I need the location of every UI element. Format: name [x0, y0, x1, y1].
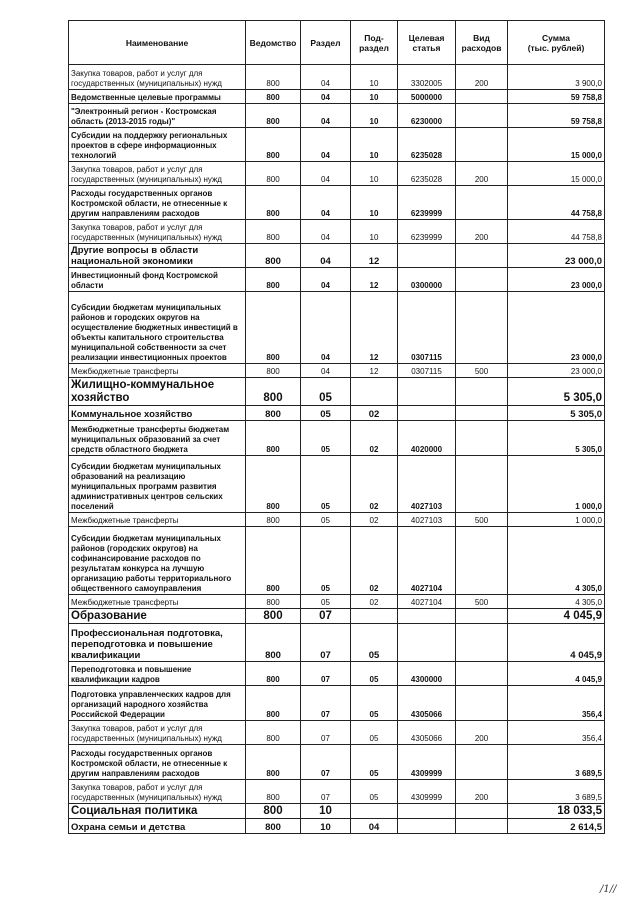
cell-type [456, 662, 508, 686]
cell-sum: 5 305,0 [508, 406, 605, 421]
table-row [69, 527, 605, 595]
cell-name: Закупка товаров, работ и услуг для государственных (муниципальных) нужд [69, 162, 246, 186]
cell-subsection: 02 [351, 513, 398, 527]
cell-sum: 15 000,0 [508, 128, 605, 162]
cell-name: Субсидии бюджетам муниципальных районов и городских округов на осуществление бюджетных инвестиций в объекты капитального строительства муниципальной собственности за счет реализации инвестиционных проектов [69, 292, 246, 364]
cell-name: Межбюджетные трансферты бюджетам муниципальных образований за счет средств областного бюджета [69, 421, 246, 456]
cell-section: 05 [301, 513, 351, 527]
table-row [69, 90, 605, 104]
cell-dept: 800 [246, 804, 301, 819]
cell-section: 04 [301, 104, 351, 128]
cell-dept: 800 [246, 104, 301, 128]
cell-sum: 4 045,9 [508, 624, 605, 662]
cell-sum: 4 305,0 [508, 595, 605, 609]
cell-section: 05 [301, 421, 351, 456]
cell-sum: 23 000,0 [508, 268, 605, 292]
cell-subsection: 10 [351, 186, 398, 220]
cell-type: 200 [456, 65, 508, 90]
cell-type: 200 [456, 162, 508, 186]
cell-name: Субсидии бюджетам муниципальных образований на реализацию муниципальных программ развития административных центров сельских поселений [69, 456, 246, 513]
cell-section: 04 [301, 128, 351, 162]
cell-sum: 18 033,5 [508, 804, 605, 819]
cell-target: 6235028 [398, 128, 456, 162]
cell-subsection: 02 [351, 527, 398, 595]
table-row [69, 819, 605, 834]
cell-subsection: 04 [351, 819, 398, 834]
cell-name: Переподготовка и повышение квалификации кадров [69, 662, 246, 686]
cell-section: 04 [301, 220, 351, 244]
cell-section: 05 [301, 406, 351, 421]
table-row [69, 162, 605, 186]
cell-section: 04 [301, 186, 351, 220]
cell-subsection [351, 804, 398, 819]
cell-sum: 23 000,0 [508, 364, 605, 378]
cell-type [456, 90, 508, 104]
cell-name: Жилищно-коммунальное хозяйство [69, 378, 246, 406]
table-row [69, 624, 605, 662]
cell-dept: 800 [246, 456, 301, 513]
cell-section: 05 [301, 378, 351, 406]
cell-name: Подготовка управленческих кадров для организаций народного хозяйства Российской Федерации [69, 686, 246, 721]
cell-dept: 800 [246, 406, 301, 421]
cell-target: 4309999 [398, 745, 456, 780]
cell-name: Социальная политика [69, 804, 246, 819]
header-dept: Ведомство [246, 21, 301, 65]
cell-target: 4305066 [398, 686, 456, 721]
table-row [69, 406, 605, 421]
table-row [69, 65, 605, 90]
cell-subsection: 10 [351, 162, 398, 186]
table-header-row [69, 21, 605, 65]
cell-section: 05 [301, 456, 351, 513]
cell-type [456, 609, 508, 624]
cell-section: 04 [301, 90, 351, 104]
cell-section: 07 [301, 780, 351, 804]
cell-subsection: 10 [351, 220, 398, 244]
cell-type [456, 104, 508, 128]
cell-sum: 23 000,0 [508, 244, 605, 268]
cell-subsection: 05 [351, 662, 398, 686]
cell-type: 500 [456, 513, 508, 527]
cell-sum: 15 000,0 [508, 162, 605, 186]
cell-section: 10 [301, 804, 351, 819]
cell-dept: 800 [246, 162, 301, 186]
cell-sum: 4 305,0 [508, 527, 605, 595]
cell-subsection: 10 [351, 128, 398, 162]
cell-name: Закупка товаров, работ и услуг для государственных (муниципальных) нужд [69, 65, 246, 90]
cell-name: Ведомственные целевые программы [69, 90, 246, 104]
cell-dept: 800 [246, 819, 301, 834]
cell-target: 0307115 [398, 364, 456, 378]
table-row [69, 378, 605, 406]
cell-subsection: 10 [351, 65, 398, 90]
cell-name: Закупка товаров, работ и услуг для государственных (муниципальных) нужд [69, 721, 246, 745]
header-section: Раздел [301, 21, 351, 65]
cell-subsection: 12 [351, 292, 398, 364]
cell-type [456, 292, 508, 364]
cell-target: 4020000 [398, 421, 456, 456]
cell-type [456, 527, 508, 595]
cell-section: 05 [301, 527, 351, 595]
cell-sum: 59 758,8 [508, 90, 605, 104]
table-row [69, 220, 605, 244]
cell-target: 4309999 [398, 780, 456, 804]
cell-name: Субсидии на поддержку региональных проектов в сфере информационных технологий [69, 128, 246, 162]
cell-sum: 3 689,5 [508, 780, 605, 804]
cell-name: Расходы государственных органов Костромской области, не отнесенные к другим направлениям расходов [69, 186, 246, 220]
cell-section: 04 [301, 292, 351, 364]
cell-section: 07 [301, 624, 351, 662]
table-row [69, 686, 605, 721]
cell-type [456, 421, 508, 456]
cell-sum: 356,4 [508, 721, 605, 745]
cell-target: 6239999 [398, 186, 456, 220]
cell-dept: 800 [246, 378, 301, 406]
cell-dept: 800 [246, 686, 301, 721]
cell-dept: 800 [246, 721, 301, 745]
table-row [69, 662, 605, 686]
cell-sum: 4 045,9 [508, 609, 605, 624]
cell-target: 4305066 [398, 721, 456, 745]
table-row [69, 609, 605, 624]
cell-type [456, 268, 508, 292]
cell-sum: 5 305,0 [508, 378, 605, 406]
cell-subsection [351, 378, 398, 406]
cell-subsection: 05 [351, 745, 398, 780]
cell-target [398, 624, 456, 662]
cell-dept: 800 [246, 128, 301, 162]
cell-dept: 800 [246, 186, 301, 220]
cell-type [456, 186, 508, 220]
cell-type: 200 [456, 220, 508, 244]
cell-type [456, 804, 508, 819]
cell-name: Межбюджетные трансферты [69, 595, 246, 609]
cell-name: Межбюджетные трансферты [69, 364, 246, 378]
cell-dept: 800 [246, 220, 301, 244]
cell-sum: 44 758,8 [508, 186, 605, 220]
header-subsection: Под- раздел [351, 21, 398, 65]
cell-name: Другие вопросы в области национальной экономики [69, 244, 246, 268]
table-row [69, 721, 605, 745]
cell-section: 07 [301, 662, 351, 686]
cell-dept: 800 [246, 421, 301, 456]
cell-subsection: 05 [351, 780, 398, 804]
cell-target: 6239999 [398, 220, 456, 244]
cell-type: 200 [456, 780, 508, 804]
cell-dept: 800 [246, 268, 301, 292]
table-row [69, 595, 605, 609]
cell-subsection: 12 [351, 268, 398, 292]
cell-target [398, 819, 456, 834]
budget-table [68, 20, 605, 834]
cell-section: 04 [301, 268, 351, 292]
cell-target: 6230000 [398, 104, 456, 128]
cell-dept: 800 [246, 513, 301, 527]
cell-sum: 356,4 [508, 686, 605, 721]
cell-sum: 4 045,9 [508, 662, 605, 686]
cell-subsection: 02 [351, 595, 398, 609]
cell-dept: 800 [246, 662, 301, 686]
cell-subsection [351, 609, 398, 624]
table-row [69, 780, 605, 804]
table-row [69, 186, 605, 220]
cell-subsection: 02 [351, 406, 398, 421]
cell-target: 4027104 [398, 527, 456, 595]
header-name: Наименование [69, 21, 246, 65]
cell-name: Образование [69, 609, 246, 624]
cell-name: Инвестиционный фонд Костромской области [69, 268, 246, 292]
cell-subsection: 10 [351, 104, 398, 128]
cell-section: 05 [301, 595, 351, 609]
table-row [69, 128, 605, 162]
cell-target: 6235028 [398, 162, 456, 186]
cell-dept: 800 [246, 364, 301, 378]
cell-dept: 800 [246, 745, 301, 780]
cell-section: 04 [301, 244, 351, 268]
cell-dept: 800 [246, 595, 301, 609]
cell-section: 04 [301, 65, 351, 90]
cell-type: 500 [456, 595, 508, 609]
cell-dept: 800 [246, 244, 301, 268]
cell-target: 4300000 [398, 662, 456, 686]
table-row [69, 104, 605, 128]
cell-section: 04 [301, 162, 351, 186]
cell-target [398, 406, 456, 421]
table-row [69, 364, 605, 378]
cell-target: 4027103 [398, 456, 456, 513]
table-row [69, 745, 605, 780]
cell-subsection: 05 [351, 624, 398, 662]
cell-type [456, 819, 508, 834]
cell-target: 0307115 [398, 292, 456, 364]
cell-type [456, 745, 508, 780]
cell-name: Расходы государственных органов Костромской области, не отнесенные к другим направлениям расходов [69, 745, 246, 780]
cell-name: Субсидии бюджетам муниципальных районов (городских округов) на софинансирование расходов по результатам конкурса на лучшую организацию работы территориального общественного самоуправления [69, 527, 246, 595]
cell-name: Профессиональная подготовка, переподготовка и повышение квалификации [69, 624, 246, 662]
cell-subsection: 10 [351, 90, 398, 104]
cell-section: 07 [301, 745, 351, 780]
cell-sum: 59 758,8 [508, 104, 605, 128]
cell-dept: 800 [246, 527, 301, 595]
cell-subsection: 05 [351, 686, 398, 721]
cell-target: 0300000 [398, 268, 456, 292]
header-type: Вид расходов [456, 21, 508, 65]
cell-section: 07 [301, 609, 351, 624]
cell-dept: 800 [246, 609, 301, 624]
cell-subsection: 12 [351, 364, 398, 378]
cell-type: 500 [456, 364, 508, 378]
cell-sum: 23 000,0 [508, 292, 605, 364]
table-row [69, 244, 605, 268]
cell-target [398, 804, 456, 819]
cell-name: Закупка товаров, работ и услуг для государственных (муниципальных) нужд [69, 780, 246, 804]
cell-target [398, 609, 456, 624]
cell-sum: 2 614,5 [508, 819, 605, 834]
table-row [69, 292, 605, 364]
cell-section: 07 [301, 686, 351, 721]
table-row [69, 421, 605, 456]
cell-type [456, 624, 508, 662]
cell-dept: 800 [246, 780, 301, 804]
cell-dept: 800 [246, 624, 301, 662]
table-row [69, 804, 605, 819]
cell-name: Закупка товаров, работ и услуг для государственных (муниципальных) нужд [69, 220, 246, 244]
cell-name: Коммунальное хозяйство [69, 406, 246, 421]
cell-sum: 5 305,0 [508, 421, 605, 456]
cell-name: Межбюджетные трансферты [69, 513, 246, 527]
cell-type [456, 378, 508, 406]
cell-sum: 44 758,8 [508, 220, 605, 244]
cell-section: 07 [301, 721, 351, 745]
cell-sum: 1 000,0 [508, 513, 605, 527]
cell-target: 5000000 [398, 90, 456, 104]
cell-name: "Электронный регион - Костромская область (2013-2015 годы)" [69, 104, 246, 128]
cell-type [456, 406, 508, 421]
cell-target [398, 378, 456, 406]
cell-target: 3302005 [398, 65, 456, 90]
cell-section: 10 [301, 819, 351, 834]
cell-target: 4027103 [398, 513, 456, 527]
cell-subsection: 02 [351, 456, 398, 513]
cell-type [456, 128, 508, 162]
cell-dept: 800 [246, 292, 301, 364]
cell-sum: 3 689,5 [508, 745, 605, 780]
cell-subsection: 05 [351, 721, 398, 745]
cell-type: 200 [456, 721, 508, 745]
cell-target [398, 244, 456, 268]
table-row [69, 268, 605, 292]
table-row [69, 513, 605, 527]
cell-sum: 3 900,0 [508, 65, 605, 90]
page-mark: /1// [600, 884, 617, 895]
cell-sum: 1 000,0 [508, 456, 605, 513]
cell-type [456, 244, 508, 268]
table-body [69, 65, 605, 834]
cell-section: 04 [301, 364, 351, 378]
cell-type [456, 456, 508, 513]
cell-subsection: 12 [351, 244, 398, 268]
cell-dept: 800 [246, 90, 301, 104]
header-sum: Сумма (тыс. рублей) [508, 21, 605, 65]
cell-subsection: 02 [351, 421, 398, 456]
cell-type [456, 686, 508, 721]
cell-target: 4027104 [398, 595, 456, 609]
table-row [69, 456, 605, 513]
cell-dept: 800 [246, 65, 301, 90]
cell-name: Охрана семьи и детства [69, 819, 246, 834]
header-target: Целевая статья [398, 21, 456, 65]
